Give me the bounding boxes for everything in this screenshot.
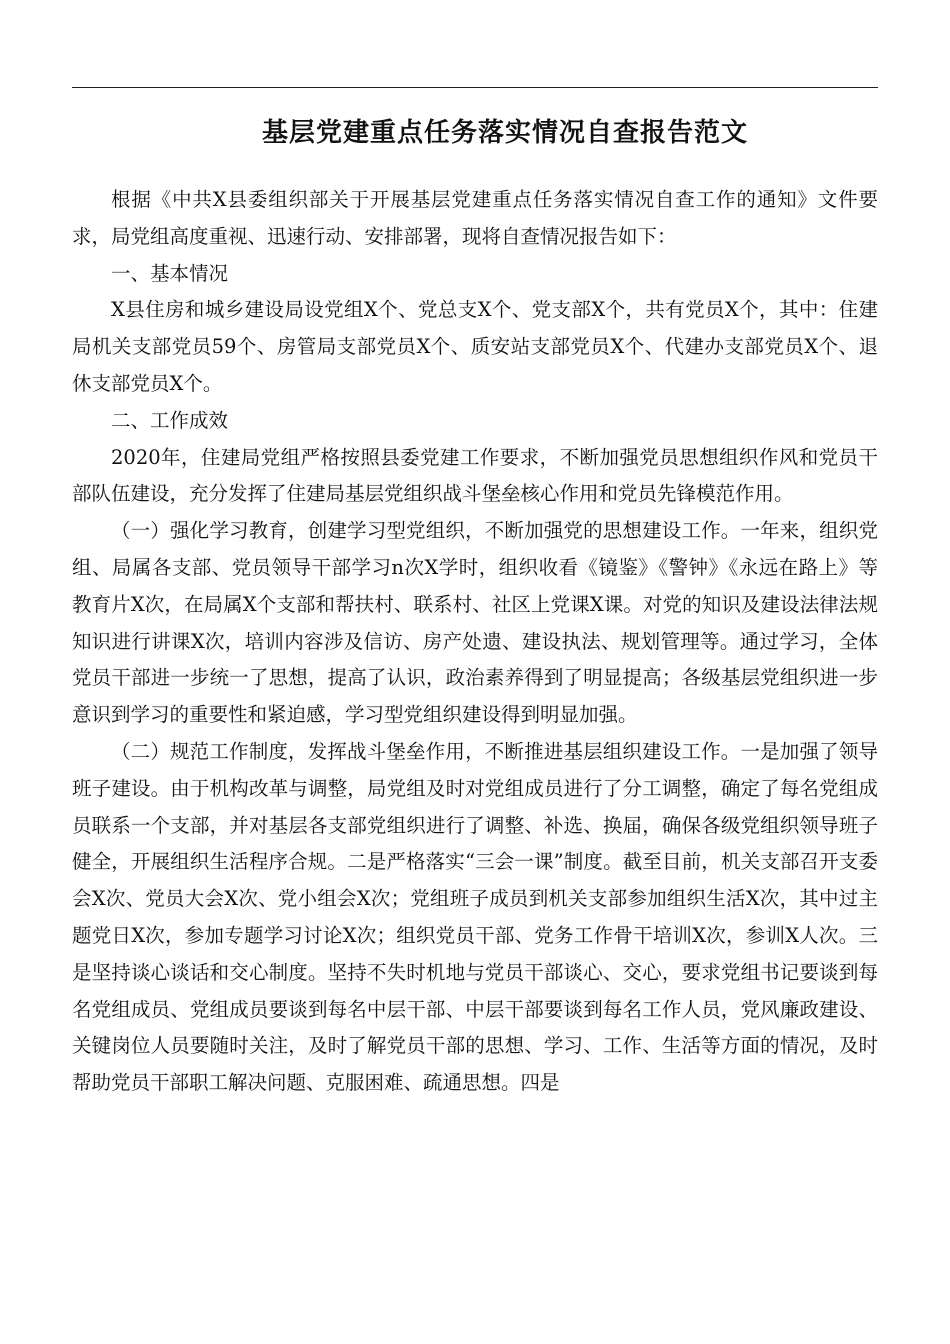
subsection-study-education-paragraph: （一）强化学习教育，创建学习型党组织，不断加强党的思想建设工作。一年来，组织党组、局属各支部、党员领导干部学习n次X学时，组织收看《镜鉴》《警钟》《永远在路上》等教育片X次，在局属X个支部和帮扶村、联系村、社区上党课X课。对党的知识及建设法律法规知识进行讲课X次，培训内容涉及信访、房产处遗、建设执法、规划管理等。通过学习，全体党员干部进一步统一了思想，提高了认识，政治素养得到了明显提高；各级基层党组织进一步意识到学习的重要性和紧迫感，学习型党组织建设得到明显加强。	[72, 519, 878, 727]
basic-situation-paragraph: X县住房和城乡建设局设党组X个、党总支X个、党支部X个，共有党员X个，其中：住建局机关支部党员59个、房管局支部党员X个、质安站支部党员X个、代建办支部党员X个、退休支部党员X个。	[72, 298, 878, 395]
work-results-paragraph: 2020年，住建局党组严格按照县委党建工作要求，不断加强党员思想组织作风和党员干部队伍建设，充分发挥了住建局基层党组织战斗堡垒核心作用和党员先锋模范作用。	[72, 445, 878, 506]
subsection-work-system-paragraph: （二）规范工作制度，发挥战斗堡垒作用，不断推进基层组织建设工作。一是加强了领导班子建设。由于机构改革与调整，局党组及时对党组成员进行了分工调整，确定了每名党组成员联系一个支部，并对基层各支部党组织进行了调整、补选、换届，确保各级党组织领导班子健全，开展组织生活程序合规。二是严格落实“三会一课”制度。截至目前，机关支部召开支委会X次、党员大会X次、党小组会X次；党组班子成员到机关支部参加组织生活X次，其中过主题党日X次，参加专题学习讨论X次；组织党员干部、党务工作骨干培训X次，参训X人次。三是坚持谈心谈话和交心制度。坚持不失时机地与党员干部谈心、交心，要求党组书记要谈到每名党组成员、党组成员要谈到每名中层干部、中层干部要谈到每名工作人员，党风廉政建设、关键岗位人员要随时关注，及时了解党员干部的思想、学习、工作、生活等方面的情况，及时帮助党员干部职工解决问题、克服困难、疏通思想。四是	[72, 739, 878, 1095]
section-heading-work-results: 二、工作成效	[111, 408, 229, 432]
section-heading-basic-situation: 一、基本情况	[111, 261, 229, 285]
document-body	[72, 182, 878, 1102]
document-title: 基层党建重点任务落实情况自查报告范文	[261, 118, 748, 149]
intro-paragraph: 根据《中共X县委组织部关于开展基层党建重点任务落实情况自查工作的通知》文件要求，局党组高度重视、迅速行动、安排部署，现将自查情况报告如下：	[72, 188, 878, 248]
header-rule	[72, 87, 878, 88]
